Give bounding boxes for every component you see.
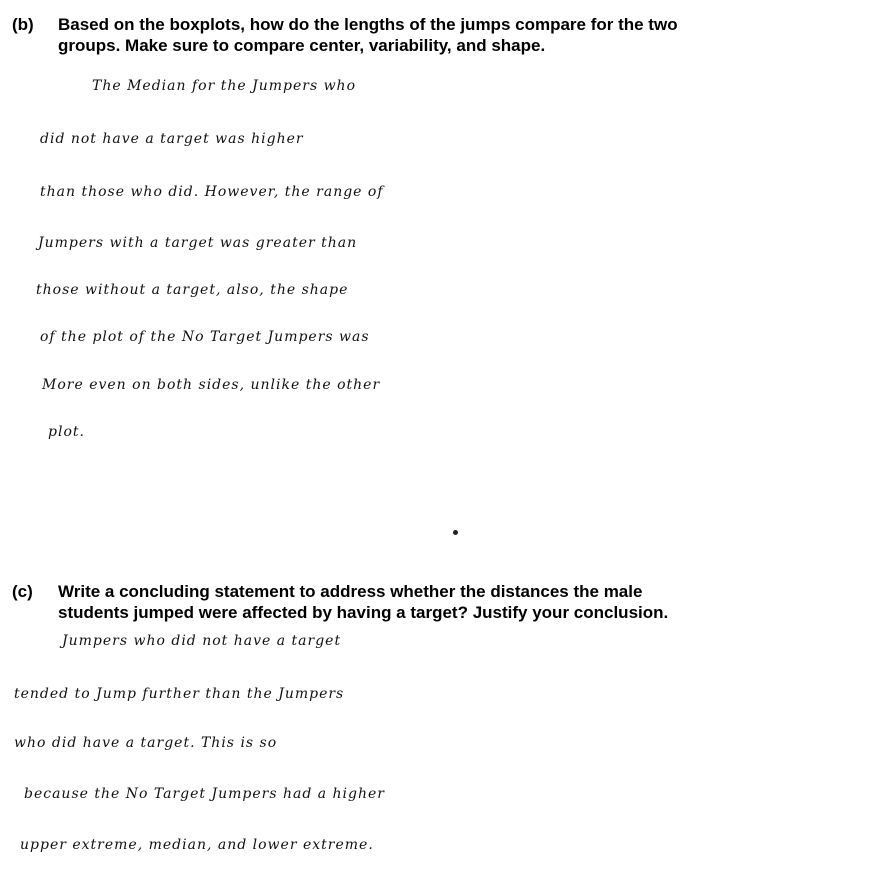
question-c-label: (c) <box>12 582 33 601</box>
answer-c-line-1: Jumpers who did not have a target <box>62 633 342 649</box>
answer-b-line-2: did not have a target was higher <box>40 131 304 147</box>
question-c-prompt <box>12 581 872 623</box>
question-c-text-line-2: students jumped were affected by having a target? Justify your conclusion. <box>58 603 669 622</box>
answer-b-line-1: The Median for the Jumpers who <box>92 78 357 94</box>
answer-b-line-6: of the plot of the No Target Jumpers was <box>40 329 370 345</box>
answer-c-line-5: upper extreme, median, and lower extreme. <box>20 837 374 853</box>
stray-pen-mark <box>453 530 458 535</box>
question-b-text-line-2: groups. Make sure to compare center, variability, and shape. <box>58 36 546 55</box>
question-c-text-line-1: Write a concluding statement to address whether the distances the male <box>58 582 643 601</box>
answer-b-line-7: More even on both sides, unlike the other <box>42 377 381 393</box>
answer-b-line-5: those without a target, also, the shape <box>36 282 349 298</box>
answer-b-line-8: plot. <box>48 424 85 440</box>
answer-c-line-3: who did have a target. This is so <box>14 735 278 751</box>
answer-b-line-4: Jumpers with a target was greater than <box>38 235 358 251</box>
question-b-prompt <box>12 14 872 56</box>
question-b-text-line-1: Based on the boxplots, how do the lengths of the jumps compare for the two <box>58 15 678 34</box>
question-b-label: (b) <box>12 15 34 34</box>
answer-c-line-2: tended to Jump further than the Jumpers <box>14 686 345 702</box>
answer-c-line-4: because the No Target Jumpers had a higher <box>24 786 385 802</box>
answer-b-line-3: than those who did. However, the range of <box>40 184 384 200</box>
